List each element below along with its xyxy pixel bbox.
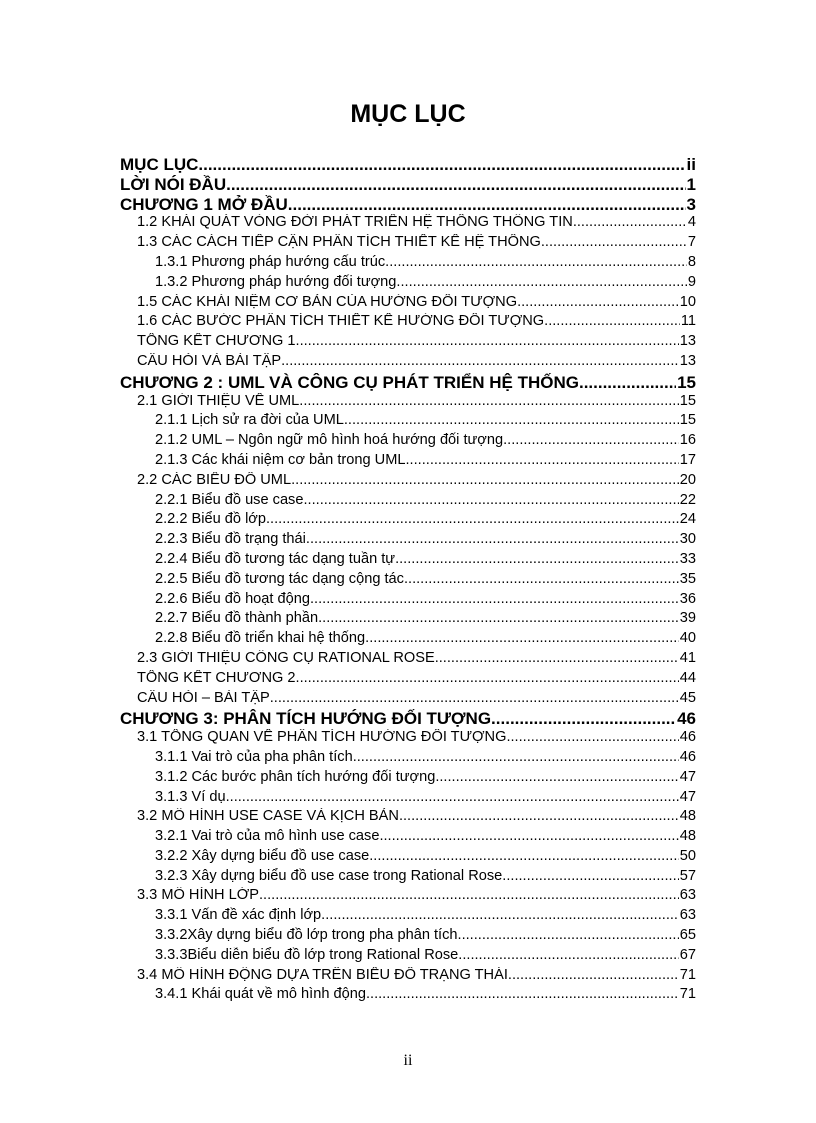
toc-entry-title: 3.2 MÔ HÌNH USE CASE VÀ KỊCH BẢN bbox=[137, 808, 399, 825]
toc-entry-page: 39 bbox=[679, 610, 696, 627]
toc-entry-page: 33 bbox=[679, 550, 696, 567]
dot-leader bbox=[226, 175, 685, 195]
toc-entry-page: 9 bbox=[687, 273, 696, 290]
dot-leader bbox=[573, 214, 687, 230]
toc-entry-page: 20 bbox=[679, 471, 696, 488]
toc-entry-title: MỤC LỤC bbox=[120, 155, 199, 174]
toc-entry-title: 2.1.1 Lịch sử ra đời của UML bbox=[155, 412, 344, 429]
toc-entry[interactable] bbox=[120, 709, 696, 729]
toc-entry-title: 3.2.2 Xây dựng biểu đồ use case bbox=[155, 847, 370, 864]
toc-entry[interactable] bbox=[120, 571, 696, 591]
dot-leader bbox=[517, 294, 679, 310]
table-of-contents bbox=[120, 155, 696, 1006]
toc-entry-title: TỔNG KẾT CHƯƠNG 1 bbox=[137, 333, 296, 350]
toc-entry-title: 2.1 GIỚI THIỆU VỀ UML bbox=[137, 392, 300, 409]
toc-entry-page: 65 bbox=[679, 927, 696, 944]
toc-entry-title: 2.2.2 Biểu đồ lớp bbox=[155, 511, 266, 528]
toc-entry-title: 3.1 TỔNG QUAN VỀ PHÂN TÍCH HƯỚNG ĐỐI TƯỢNG bbox=[137, 729, 507, 746]
toc-entry[interactable] bbox=[120, 412, 696, 432]
toc-entry-page: 71 bbox=[679, 986, 696, 1003]
toc-entry-page: 63 bbox=[679, 887, 696, 904]
page-title: MỤC LỤC bbox=[350, 100, 466, 128]
dot-leader bbox=[266, 511, 679, 527]
dot-leader bbox=[291, 472, 679, 488]
dot-leader bbox=[369, 848, 679, 864]
toc-entry-page: 3 bbox=[686, 194, 696, 214]
toc-entry-page: 22 bbox=[679, 491, 696, 508]
toc-entry-page: 46 bbox=[679, 748, 696, 765]
toc-entry-title: 1.2 KHÁI QUÁT VÒNG ĐỜI PHÁT TRIỂN HỆ THỐNG THÔNG TIN bbox=[137, 214, 573, 231]
toc-entry-page: 48 bbox=[679, 828, 696, 845]
toc-entry[interactable] bbox=[120, 214, 696, 234]
dot-leader bbox=[399, 808, 679, 824]
toc-entry-page: 1 bbox=[686, 174, 696, 194]
toc-entry-title: 1.3.1 Phương pháp hướng cấu trúc bbox=[155, 253, 386, 270]
toc-entry-title: 3.1.1 Vai trò của pha phân tích bbox=[155, 748, 353, 765]
dot-leader bbox=[198, 155, 685, 175]
dot-leader bbox=[296, 670, 679, 686]
page-number: ii bbox=[403, 1052, 413, 1069]
dot-leader bbox=[458, 927, 679, 943]
toc-entry[interactable] bbox=[120, 967, 696, 987]
toc-entry-title: CHƯƠNG 3: PHÂN TÍCH HƯỚNG ĐỐI TƯỢNG bbox=[120, 709, 492, 729]
dot-leader bbox=[541, 234, 687, 250]
toc-entry-page: 24 bbox=[679, 511, 696, 528]
toc-entry-page: 4 bbox=[687, 214, 696, 231]
dot-leader bbox=[458, 947, 678, 963]
toc-entry-page: 10 bbox=[679, 293, 696, 310]
toc-entry[interactable] bbox=[120, 195, 696, 215]
toc-entry[interactable] bbox=[120, 610, 696, 630]
toc-entry-page: 13 bbox=[679, 333, 696, 350]
toc-entry-page: 71 bbox=[679, 966, 696, 983]
toc-entry-page: 48 bbox=[679, 808, 696, 825]
dot-leader bbox=[281, 353, 679, 369]
toc-entry[interactable] bbox=[120, 828, 696, 848]
toc-entry-title: 2.1.3 Các khái niệm cơ bản trong UML bbox=[155, 451, 406, 468]
toc-entry-page: 13 bbox=[679, 352, 696, 369]
toc-entry[interactable] bbox=[120, 868, 696, 888]
dot-leader bbox=[406, 452, 679, 468]
dot-leader bbox=[303, 492, 678, 508]
toc-entry[interactable] bbox=[120, 887, 696, 907]
dot-leader bbox=[506, 729, 678, 745]
toc-entry[interactable] bbox=[120, 234, 696, 254]
toc-entry-page: 11 bbox=[680, 313, 696, 330]
toc-entry-title: CHƯƠNG 1 MỞ ĐẦU bbox=[120, 194, 288, 214]
dot-leader bbox=[259, 887, 679, 903]
toc-entry-title: 3.4 MÔ HÌNH ĐỘNG DỰA TRÊN BIỂU ĐỒ TRẠNG THÁI bbox=[137, 966, 508, 983]
toc-entry-page: 63 bbox=[679, 907, 696, 924]
toc-entry-title: 2.2 CÁC BIỂU ĐỒ UML bbox=[137, 471, 292, 488]
toc-entry-page: 35 bbox=[679, 570, 696, 587]
toc-entry[interactable] bbox=[120, 492, 696, 512]
dot-leader bbox=[226, 789, 679, 805]
toc-entry[interactable] bbox=[120, 630, 696, 650]
dot-leader bbox=[310, 591, 679, 607]
toc-entry[interactable] bbox=[120, 848, 696, 868]
toc-entry-title: 1.3.2 Phương pháp hướng đối tượng bbox=[155, 273, 397, 290]
toc-entry[interactable] bbox=[120, 591, 696, 611]
toc-entry[interactable] bbox=[120, 947, 696, 967]
toc-entry-page: 44 bbox=[679, 669, 696, 686]
toc-entry-title: 3.4.1 Khái quát về mô hình động bbox=[155, 986, 366, 1003]
toc-entry[interactable] bbox=[120, 650, 696, 670]
toc-entry-page: 40 bbox=[679, 630, 696, 647]
toc-entry-page: 30 bbox=[679, 531, 696, 548]
toc-entry-title: 3.1.2 Các bước phân tích hướng đối tượng bbox=[155, 768, 436, 785]
dot-leader bbox=[396, 274, 686, 290]
dot-leader bbox=[296, 333, 679, 349]
toc-entry-page: 36 bbox=[679, 590, 696, 607]
toc-entry[interactable] bbox=[120, 769, 696, 789]
toc-entry-page: 17 bbox=[679, 451, 696, 468]
toc-entry[interactable] bbox=[120, 729, 696, 749]
dot-leader bbox=[270, 690, 679, 706]
toc-entry-title: CHƯƠNG 2 : UML VÀ CÔNG CỤ PHÁT TRIỂN HỆ THỐNG bbox=[120, 372, 579, 392]
toc-entry-title: 1.3 CÁC CÁCH TIẾP CẬN PHÂN TÍCH THIẾT KẾ HỆ THỐNG bbox=[137, 234, 541, 251]
dot-leader bbox=[353, 749, 679, 765]
dot-leader bbox=[579, 373, 676, 393]
dot-leader bbox=[344, 412, 679, 428]
toc-entry-title: 3.3.1 Vấn đề xác định lớp bbox=[155, 907, 322, 924]
toc-entry-title: 2.2.5 Biểu đồ tương tác dạng cộng tác bbox=[155, 570, 404, 587]
toc-entry[interactable] bbox=[120, 472, 696, 492]
dot-leader bbox=[544, 313, 680, 329]
toc-entry-page: 57 bbox=[679, 867, 696, 884]
toc-entry-page: 7 bbox=[687, 234, 696, 251]
toc-entry[interactable] bbox=[120, 808, 696, 828]
toc-entry-title: 3.3.3Biểu diễn biểu đồ lớp trong Rational Rose bbox=[155, 946, 459, 963]
toc-entry[interactable] bbox=[120, 670, 696, 690]
toc-entry[interactable] bbox=[120, 690, 696, 710]
toc-entry[interactable] bbox=[120, 531, 696, 551]
dot-leader bbox=[379, 828, 678, 844]
toc-entry-page: 45 bbox=[679, 689, 696, 706]
toc-entry[interactable] bbox=[120, 333, 696, 353]
toc-entry[interactable] bbox=[120, 294, 696, 314]
dot-leader bbox=[385, 254, 687, 270]
toc-entry[interactable] bbox=[120, 986, 696, 1006]
toc-entry-page: 47 bbox=[679, 768, 696, 785]
toc-entry[interactable] bbox=[120, 353, 696, 373]
dot-leader bbox=[366, 986, 679, 1002]
toc-entry-title: 3.2.1 Vai trò của mô hình use case bbox=[155, 828, 380, 845]
toc-entry[interactable] bbox=[120, 927, 696, 947]
dot-leader bbox=[306, 531, 679, 547]
toc-entry-page: 15 bbox=[679, 412, 696, 429]
toc-entry-page: 47 bbox=[679, 788, 696, 805]
toc-entry-title: TỔNG KẾT CHƯƠNG 2 bbox=[137, 669, 296, 686]
toc-entry[interactable] bbox=[120, 254, 696, 274]
toc-entry[interactable] bbox=[120, 274, 696, 294]
toc-entry-title: 1.5 CÁC KHÁI NIỆM CƠ BẢN CỦA HƯỚNG ĐỐI TƯỢNG bbox=[137, 293, 518, 310]
dot-leader bbox=[502, 868, 678, 884]
toc-entry-title: 2.3 GIỚI THIỆU CÔNG CỤ RATIONAL ROSE bbox=[137, 649, 435, 666]
toc-entry-page: 8 bbox=[687, 253, 696, 270]
toc-entry[interactable] bbox=[120, 789, 696, 809]
toc-entry-page: 15 bbox=[679, 392, 696, 409]
toc-entry-title: CÂU HỎI – BÀI TẬP bbox=[137, 689, 270, 706]
toc-entry-page: 46 bbox=[679, 729, 696, 746]
toc-entry-page: ii bbox=[686, 155, 696, 174]
toc-entry-title: 2.2.8 Biểu đồ triển khai hệ thống bbox=[155, 630, 366, 647]
toc-entry[interactable] bbox=[120, 907, 696, 927]
toc-entry[interactable] bbox=[120, 511, 696, 531]
toc-entry[interactable] bbox=[120, 373, 696, 393]
toc-entry-title: CÂU HỎI VÀ BÀI TẬP bbox=[137, 352, 282, 369]
toc-entry[interactable] bbox=[120, 155, 696, 175]
toc-entry[interactable] bbox=[120, 175, 696, 195]
toc-entry-page: 46 bbox=[677, 709, 696, 729]
dot-leader bbox=[435, 769, 678, 785]
dot-leader bbox=[365, 630, 679, 646]
toc-entry[interactable] bbox=[120, 313, 696, 333]
toc-entry-title: 2.1.2 UML – Ngôn ngữ mô hình hoá hướng đối tượng bbox=[155, 432, 504, 449]
dot-leader bbox=[395, 551, 679, 567]
dot-leader bbox=[299, 393, 678, 409]
toc-entry[interactable] bbox=[120, 452, 696, 472]
dot-leader bbox=[321, 907, 679, 923]
toc-entry-title: 2.2.7 Biểu đồ thành phần bbox=[155, 610, 319, 627]
toc-entry-title: 3.3 MÔ HÌNH LỚP bbox=[137, 887, 259, 904]
toc-entry-page: 15 bbox=[677, 372, 696, 392]
dot-leader bbox=[508, 967, 679, 983]
toc-entry-title: 2.2.6 Biểu đồ hoạt động bbox=[155, 590, 310, 607]
dot-leader bbox=[491, 709, 676, 729]
toc-entry-page: 41 bbox=[679, 649, 696, 666]
toc-entry[interactable] bbox=[120, 393, 696, 413]
toc-entry-title: 2.2.4 Biểu đồ tương tác dạng tuần tự bbox=[155, 550, 396, 567]
toc-entry-title: 2.2.1 Biểu đồ use case bbox=[155, 491, 304, 508]
toc-entry-title: LỜI NÓI ĐẦU bbox=[120, 174, 227, 194]
toc-entry-page: 16 bbox=[679, 432, 696, 449]
dot-leader bbox=[503, 432, 679, 448]
toc-entry-title: 1.6 CÁC BƯỚC PHÂN TÍCH THIẾT KẾ HƯỚNG ĐỐI TƯỢNG bbox=[137, 313, 545, 330]
toc-entry[interactable] bbox=[120, 749, 696, 769]
toc-entry-title: 3.3.2Xây dựng biểu đồ lớp trong pha phân tích bbox=[155, 927, 458, 944]
dot-leader bbox=[318, 610, 679, 626]
toc-entry-title: 2.2.3 Biểu đồ trạng thái bbox=[155, 531, 306, 548]
toc-entry-title: 3.1.3 Ví dụ bbox=[155, 788, 226, 805]
dot-leader bbox=[404, 571, 679, 587]
toc-entry-page: 50 bbox=[679, 847, 696, 864]
dot-leader bbox=[288, 195, 686, 215]
toc-entry[interactable] bbox=[120, 432, 696, 452]
toc-entry-title: 3.2.3 Xây dựng biểu đồ use case trong Rational Rose bbox=[155, 867, 503, 884]
toc-entry-page: 67 bbox=[679, 946, 696, 963]
dot-leader bbox=[435, 650, 679, 666]
toc-entry[interactable] bbox=[120, 551, 696, 571]
